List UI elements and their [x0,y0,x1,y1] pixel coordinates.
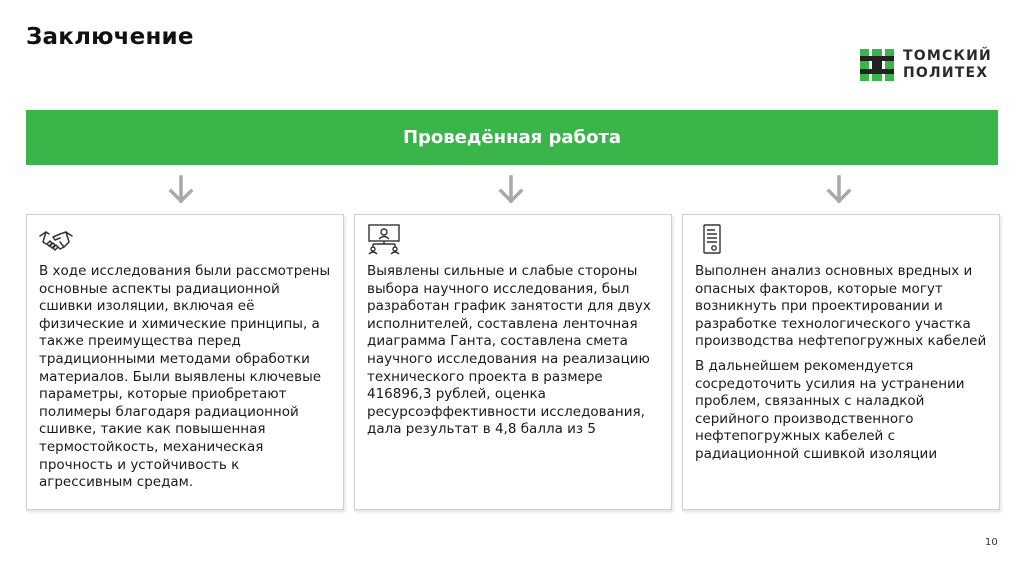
arrow-down-icon [826,175,852,205]
result-card-planning [354,214,672,510]
card-text: Выполнен анализ основных вредных и опасных факторов, которые могут возникнуть при проектировании и разработке технологического участка производства нефтепогружных кабелей [695,263,987,350]
arrow-down-icon [168,175,194,205]
university-logo [860,48,992,82]
page-number: 10 [985,537,998,548]
result-card-safety [682,214,1000,510]
card-text: В ходе исследования были рассмотрены основные аспекты радиационной сшивки изоляции, включая её физические и химические принципы, а также преимущества перед традиционными методами обработки материалов. Были выявлены ключевые параметры, которые приобретают полимеры благодаря радиационной сшивке, такие как повышенная термостойкость, механическая прочность и устойчивость к агрессивным средам. [39,263,331,491]
logo-mark-icon [860,49,894,81]
card-text: В дальнейшем рекомендуется сосредоточить усилия на устранении проблем, связанных с наладкой серийного производственного нефтепогружных кабелей с радиационной сшивкой изоляции [695,357,965,462]
presentation-board-icon [367,223,401,255]
card-text: Выявлены сильные и слабые стороны выбора научного исследования, был разработан график занятости для двух исполнителей, составлена ленточная диаграмма Ганта, составлена смета научного исследования на реализацию технического проекта в размере 416896,3 рублей, оценка ресурсоэффективности исследования, дала результат в 4,8 балла из 5 [367,263,651,438]
logo-line-1: ТОМСКИЙ [903,48,992,64]
logo-line-2: ПОЛИТЕХ [903,65,989,81]
document-icon [695,223,729,255]
section-banner [26,110,998,165]
result-card-research [26,214,344,510]
slide-title: Заключение [26,24,194,50]
banner-label: Проведённая работа [402,127,622,148]
handshake-icon [39,223,73,255]
arrow-down-icon [498,175,524,205]
